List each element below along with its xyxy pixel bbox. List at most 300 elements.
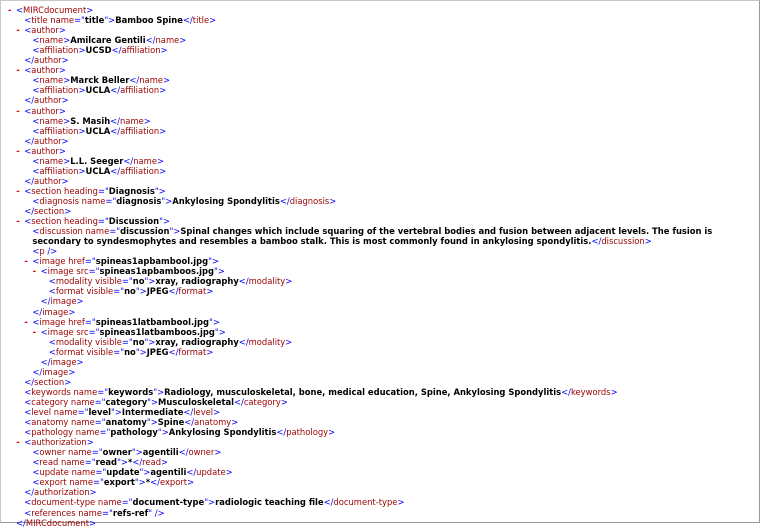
xml-tag-name: level	[193, 407, 214, 417]
xml-punct: >	[225, 467, 233, 478]
xml-tag-name: src	[73, 326, 89, 337]
xml-punct: <	[24, 25, 32, 36]
xml-punct: >	[61, 55, 69, 66]
xml-punct: <	[32, 165, 40, 176]
xml-line	[1, 256, 759, 266]
xml-punct: <	[24, 396, 32, 407]
xml-node	[24, 106, 66, 116]
xml-line	[1, 146, 759, 156]
xml-punct: <	[32, 256, 40, 267]
xml-attr-value: owner	[102, 447, 132, 458]
xml-node	[32, 447, 221, 457]
xml-punct: <	[32, 246, 40, 257]
xml-line	[1, 276, 759, 286]
xml-text: S. Masih	[70, 115, 111, 126]
xml-tag-name: update	[196, 467, 226, 478]
xml-punct: </	[132, 457, 143, 468]
xml-tag-name: diagnosis	[39, 195, 79, 206]
xml-tag-name: author	[34, 175, 62, 186]
xml-punct: <	[40, 266, 48, 277]
xml-node	[24, 216, 170, 226]
xml-line	[1, 327, 759, 337]
xml-punct: >	[213, 407, 221, 417]
xml-node	[32, 116, 150, 126]
xml-text: Radiology, musculoskeletal, bone, medical education, Spine, Ankylosing Spondylitis	[164, 386, 562, 397]
xml-punct: <	[24, 407, 32, 417]
xml-punct: ">	[154, 185, 166, 196]
xml-punct: ">	[169, 226, 181, 237]
xml-punct: ="	[97, 185, 109, 196]
xml-tag-name: keywords	[570, 386, 611, 397]
xml-punct: <	[32, 155, 40, 166]
xml-tag-name: pathology	[286, 427, 329, 438]
xml-text: agentili	[150, 467, 187, 478]
xml-node	[32, 75, 170, 85]
xml-punct: <	[32, 457, 40, 468]
xml-tag-name: authorization	[34, 487, 90, 498]
xml-tag-name: modality	[55, 336, 93, 347]
xml-line	[1, 377, 759, 387]
xml-tag-name: anatomy	[31, 417, 69, 428]
xml-tag-name: affiliation	[39, 85, 79, 96]
xml-tag-name: author	[31, 25, 59, 36]
xml-punct: </	[24, 487, 35, 498]
xml-node	[24, 15, 216, 25]
xml-punct: >	[214, 447, 222, 458]
xml-tag-name: title	[31, 15, 48, 26]
xml-punct: <	[24, 145, 32, 156]
xml-punct: ">	[111, 407, 122, 417]
xml-punct: ="	[121, 497, 133, 508]
xml-punct: ">	[208, 256, 220, 267]
xml-tag-name: author	[34, 95, 62, 106]
xml-attr-value: Diagnosis	[108, 185, 155, 196]
xml-punct: <	[24, 185, 32, 196]
collapse-toggle[interactable]: -	[16, 185, 20, 196]
xml-punct: >	[329, 195, 337, 206]
xml-line	[1, 216, 759, 226]
xml-attr-value: read	[95, 457, 118, 468]
xml-node	[32, 126, 166, 136]
xml-punct: </	[178, 447, 189, 458]
xml-tag-name: name	[133, 155, 157, 166]
xml-punct: </	[111, 45, 122, 56]
xml-attr-value: title	[84, 15, 105, 26]
collapse-toggle[interactable]: -	[32, 326, 37, 337]
xml-tag-name: discussion	[601, 236, 645, 247]
collapse-toggle[interactable]: -	[16, 65, 20, 76]
xml-node	[24, 508, 164, 518]
xml-punct: </	[32, 306, 43, 317]
xml-tag-name: format	[55, 346, 84, 357]
xml-punct: >	[143, 115, 151, 126]
xml-punct: ">	[135, 346, 147, 357]
xml-node	[32, 226, 747, 246]
xml-punct: <	[24, 105, 32, 116]
xml-tag-name: read	[39, 457, 59, 468]
xml-tag-name: anatomy	[194, 417, 232, 428]
xml-line	[1, 65, 759, 75]
xml-punct: <	[32, 45, 40, 56]
xml-punct: >	[280, 396, 288, 407]
xml-line	[1, 347, 759, 357]
xml-tag-name: section	[31, 216, 62, 227]
xml-tag-name: name	[75, 507, 102, 518]
xml-punct: ="	[74, 15, 85, 26]
xml-attr-value: pathology	[110, 427, 158, 438]
xml-line	[1, 508, 759, 518]
xml-line	[1, 467, 759, 477]
xml-text: JPEG	[146, 346, 169, 357]
collapse-toggle[interactable]: -	[24, 256, 28, 267]
xml-tag-name: modality	[55, 276, 93, 287]
xml-punct: <	[48, 336, 56, 347]
xml-tag-name: section	[31, 185, 62, 196]
xml-punct: <	[32, 125, 40, 136]
xml-line	[1, 126, 759, 136]
xml-punct: <	[32, 467, 40, 478]
xml-line	[1, 266, 759, 276]
xml-punct: >	[58, 65, 66, 76]
xml-punct: ">	[153, 386, 165, 397]
xml-punct: </	[145, 35, 156, 46]
xml-line	[1, 317, 759, 327]
xml-line	[1, 206, 759, 216]
xml-tag-name: modality	[248, 276, 286, 287]
collapse-toggle[interactable]: -	[16, 25, 20, 36]
xml-tag-name: diagnosis	[289, 195, 330, 206]
xml-node	[24, 65, 66, 75]
xml-tag-name: references	[31, 507, 76, 518]
xml-line	[1, 226, 759, 246]
xml-punct: ">	[159, 216, 170, 227]
xml-node	[24, 176, 68, 186]
xml-line	[1, 95, 759, 105]
collapse-toggle[interactable]: -	[8, 5, 12, 15]
xml-node	[32, 85, 166, 95]
xml-punct: ">	[135, 286, 147, 297]
xml-tag-name: name	[120, 115, 144, 126]
xml-punct: ">	[144, 276, 156, 287]
xml-line	[1, 357, 759, 367]
xml-punct: <	[24, 417, 32, 428]
xml-line	[1, 427, 759, 437]
xml-text: L.L. Seeger	[70, 155, 124, 166]
xml-punct: </	[186, 467, 197, 478]
xml-node	[16, 518, 96, 528]
xml-punct: </	[238, 276, 249, 287]
xml-punct: ="	[94, 396, 106, 407]
xml-line	[1, 15, 759, 25]
xml-punct: </	[110, 165, 121, 176]
xml-tag-name: image	[39, 256, 66, 267]
xml-punct: >	[610, 386, 618, 397]
xml-punct: ">	[117, 457, 128, 468]
xml-tag-name: document-type	[333, 497, 398, 508]
xml-node	[24, 407, 220, 417]
collapse-toggle[interactable]: -	[16, 216, 20, 227]
xml-attr-value: no	[132, 276, 145, 287]
xml-tag-name: affiliation	[120, 125, 160, 136]
xml-punct: ="	[113, 346, 125, 357]
xml-tag-name: name	[155, 35, 180, 46]
xml-punct: </	[16, 517, 26, 528]
xml-tag-name: category	[243, 396, 281, 407]
xml-punct: >	[159, 165, 167, 176]
xml-tag-name: author	[34, 135, 62, 146]
xml-punct: >	[61, 175, 69, 186]
xml-node	[16, 5, 93, 15]
xml-punct: <	[32, 115, 40, 126]
xml-attr-value: spineas1apbambool.jpg	[95, 256, 209, 267]
xml-tag-name: update	[39, 467, 69, 478]
xml-punct: >	[187, 477, 195, 488]
xml-tag-name: affiliation	[120, 85, 160, 96]
xml-node	[41, 357, 84, 367]
xml-tag-name: author	[31, 145, 59, 156]
xml-line	[1, 25, 759, 35]
xml-node	[24, 417, 238, 427]
xml-punct: <	[24, 497, 32, 508]
xml-tag-name: format	[55, 286, 84, 297]
xml-punct: </	[24, 135, 35, 146]
xml-line	[1, 186, 759, 196]
xml-tag-name: image	[50, 356, 77, 367]
xml-punct: ">	[161, 195, 173, 206]
xml-punct: <	[32, 447, 40, 458]
xml-text: *	[145, 477, 151, 488]
xml-punct: ">	[104, 15, 116, 26]
xml-punct: >	[328, 427, 336, 438]
xml-tag-name: affiliation	[39, 165, 79, 176]
collapse-toggle[interactable]: -	[32, 266, 37, 277]
xml-punct: >	[76, 296, 84, 307]
xml-attr-value: refs-ref	[112, 507, 149, 518]
xml-punct: </	[110, 115, 120, 126]
xml-punct: >	[206, 286, 214, 297]
xml-tag-name: owner	[39, 447, 66, 458]
xml-punct: <	[24, 15, 32, 26]
xml-punct: ="	[102, 507, 113, 518]
xml-text: UCLA	[85, 165, 111, 176]
xml-punct: >	[179, 35, 187, 46]
xml-punct: <	[24, 437, 32, 448]
xml-tag-name: image	[42, 366, 69, 377]
xml-punct: ">	[209, 316, 220, 327]
xml-punct: </	[591, 236, 602, 247]
xml-punct: >	[397, 497, 405, 508]
xml-node	[49, 337, 293, 347]
xml-attr-value: no	[132, 336, 145, 347]
xml-punct: >	[285, 336, 293, 347]
xml-punct: >	[63, 35, 71, 46]
xml-tag-name: image	[39, 316, 66, 327]
xml-line	[1, 397, 759, 407]
xml-punct: ="	[84, 457, 96, 468]
xml-node	[32, 467, 232, 477]
xml-punct: >	[159, 85, 167, 96]
xml-text: xray, radiography	[155, 336, 239, 347]
collapse-toggle[interactable]: -	[16, 437, 20, 448]
xml-line	[1, 35, 759, 45]
xml-punct: ">	[157, 427, 169, 438]
xml-punct: <	[32, 195, 40, 206]
xml-tag-name: heading	[61, 216, 98, 227]
xml-punct: ="	[95, 467, 107, 478]
xml-text: Bamboo Spine	[115, 15, 183, 26]
xml-punct: ="	[88, 326, 100, 337]
xml-punct: <	[32, 226, 40, 237]
xml-line	[1, 437, 759, 447]
xml-node	[32, 307, 75, 317]
xml-punct: >	[68, 306, 76, 317]
xml-punct: >	[644, 236, 652, 247]
xml-punct: </	[323, 497, 334, 508]
xml-tag-name: name	[39, 155, 64, 166]
xml-node	[41, 296, 84, 306]
xml-node	[32, 256, 219, 266]
xml-tag-name: name	[95, 497, 122, 508]
xml-punct: " />	[148, 507, 165, 518]
xml-line	[1, 487, 759, 497]
xml-line	[1, 307, 759, 317]
collapse-toggle[interactable]: -	[16, 145, 20, 156]
xml-punct: >	[89, 487, 97, 498]
xml-punct: <	[24, 216, 32, 227]
xml-punct: </	[24, 206, 35, 216]
xml-punct: >	[78, 165, 86, 176]
xml-tag-name: name	[47, 15, 75, 26]
xml-punct: >	[64, 376, 72, 387]
xml-tag-name: heading	[61, 185, 98, 196]
xml-text: UCLA	[85, 125, 111, 136]
xml-tag-name: keywords	[31, 386, 71, 397]
xml-punct: </	[182, 15, 193, 26]
xml-punct: </	[123, 155, 134, 166]
xml-punct: </	[40, 356, 51, 367]
xml-tag-name: name	[65, 447, 92, 458]
xml-line	[1, 156, 759, 166]
xml-tag-name: read	[142, 457, 162, 468]
xml-line	[1, 106, 759, 116]
xml-punct: <	[32, 316, 40, 327]
xml-tag-name: affiliation	[39, 45, 79, 56]
xml-tag-name: visible	[92, 336, 122, 347]
xml-attr-value: Discussion	[108, 216, 160, 227]
xml-tag-name: format	[178, 286, 207, 297]
xml-punct: >	[86, 5, 94, 15]
xml-punct: >	[78, 85, 86, 96]
xml-punct: ">	[147, 396, 159, 407]
xml-node	[24, 387, 617, 397]
xml-punct: ="	[109, 226, 121, 237]
xml-punct: </	[279, 195, 290, 206]
xml-attr-value: spineas1latbamboos.jpg	[99, 326, 215, 337]
xml-node	[24, 206, 71, 216]
xml-line	[1, 196, 759, 206]
xml-line	[1, 75, 759, 85]
xml-tag-name: image	[47, 326, 74, 337]
xml-node	[41, 327, 226, 337]
xml-text: agentili	[142, 447, 179, 458]
xml-line	[1, 367, 759, 377]
xml-punct: </	[24, 55, 35, 66]
xml-line	[1, 116, 759, 126]
xml-node	[24, 397, 288, 407]
xml-punct: >	[86, 437, 94, 448]
xml-punct: >	[285, 276, 293, 287]
xml-attr-value: discussion	[120, 226, 170, 237]
xml-punct: </	[110, 125, 121, 136]
xml-node	[32, 166, 166, 176]
xml-punct: ">	[139, 467, 151, 478]
xml-line	[1, 457, 759, 467]
xml-line	[1, 337, 759, 347]
xml-tag-name: document-type	[31, 497, 96, 508]
xml-punct: </	[129, 75, 140, 86]
xml-tag-name: name	[139, 75, 164, 86]
xml-node	[24, 437, 94, 447]
xml-punct: ="	[121, 336, 133, 347]
xml-attr-value: anatomy	[105, 417, 147, 428]
xml-node	[32, 196, 336, 206]
xml-line	[1, 136, 759, 146]
xml-punct: </	[183, 407, 194, 417]
xml-punct: >	[231, 417, 239, 428]
collapse-toggle[interactable]: -	[24, 316, 28, 327]
xml-node	[24, 487, 96, 497]
xml-node	[41, 266, 225, 276]
xml-punct: >	[58, 105, 66, 116]
xml-punct: >	[63, 155, 71, 166]
xml-tag-name: modality	[248, 336, 286, 347]
xml-punct: ">	[214, 326, 226, 337]
xml-punct: >	[63, 115, 71, 126]
xml-tag-name: name	[68, 467, 96, 478]
xml-tag-name: visible	[92, 276, 122, 287]
xml-punct: <	[32, 75, 40, 86]
xml-punct: >	[61, 95, 69, 106]
xml-punct: </	[276, 427, 287, 438]
xml-tag-name: title	[192, 15, 210, 26]
xml-line	[1, 296, 759, 306]
xml-tag-name: name	[68, 417, 95, 428]
xml-attr-value: category	[105, 396, 148, 407]
xml-punct: >	[161, 457, 169, 468]
xml-tag-name: MIRCdocument	[25, 517, 90, 528]
xml-node	[24, 146, 66, 156]
xml-text: xray, radiography	[155, 276, 239, 287]
xml-attr-value: spineas1latbambool.jpg	[95, 316, 210, 327]
xml-punct: ="	[77, 407, 89, 417]
xml-tag-name: name	[39, 75, 64, 86]
xml-tag-name: MIRCdocument	[23, 5, 87, 15]
xml-attr-value: diagnosis	[116, 195, 162, 206]
xml-text: *	[127, 457, 133, 468]
xml-punct: ">	[144, 336, 156, 347]
xml-punct: >	[206, 346, 214, 357]
xml-punct: <	[48, 276, 56, 287]
xml-punct: >	[159, 125, 167, 136]
xml-tag-name: authorization	[31, 437, 87, 448]
xml-tag-name: affiliation	[39, 125, 79, 136]
xml-tag-name: href	[65, 256, 85, 267]
xml-punct: ">	[131, 447, 143, 458]
xml-punct: >	[76, 356, 84, 367]
xml-tag-name: name	[51, 407, 78, 417]
xml-punct: </	[32, 366, 43, 377]
collapse-toggle[interactable]: -	[16, 105, 20, 116]
